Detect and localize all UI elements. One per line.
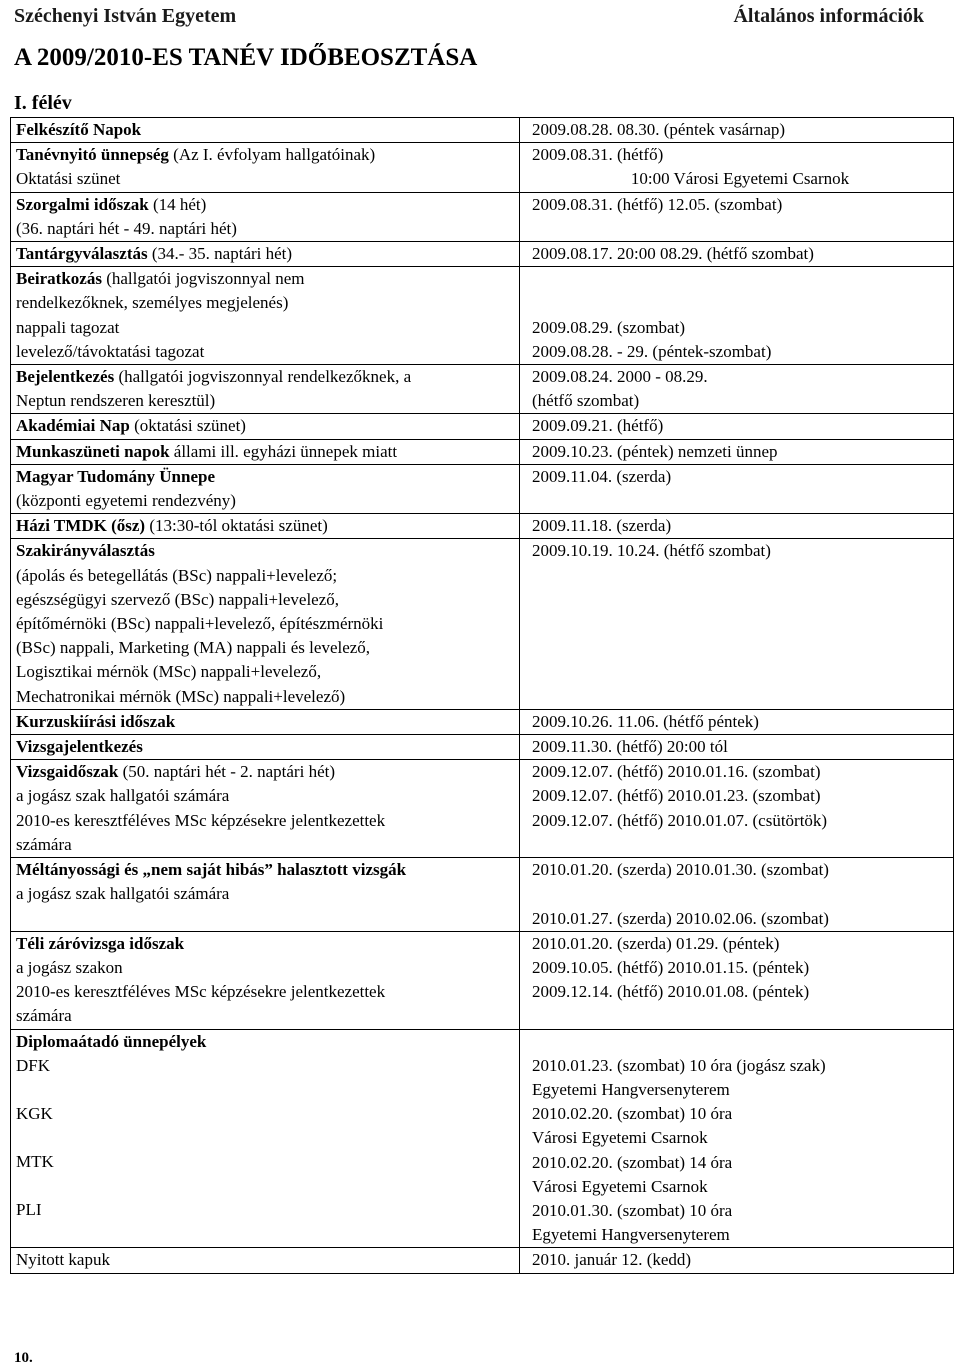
schedule-row (11, 143, 954, 192)
event-cell (11, 514, 520, 539)
event-cell (11, 760, 520, 858)
event-detail: (ápolás és betegellátás (BSc) nappali+levelező; (16, 565, 338, 585)
event-detail: Logisztikai mérnök (MSc) nappali+levelező, (16, 662, 322, 682)
schedule-row (11, 118, 954, 143)
date-line: Egyetemi Hangversenyterem (532, 1079, 730, 1099)
date-cell (520, 709, 954, 734)
event-cell (11, 118, 520, 143)
schedule-row (11, 539, 954, 709)
date-line: 2010.01.27. (szerda) 2010.02.06. (szombat) (532, 908, 829, 928)
event-name: Tanévnyitó ünnepség (16, 145, 169, 165)
event-name: Bejelentkezés (16, 367, 115, 387)
event-detail: levelező/távoktatási tagozat (16, 341, 205, 361)
date-line: 2009.09.21. (hétfő) (532, 416, 664, 436)
date-line: 2009.08.28. - 29. (péntek-szombat) (532, 341, 772, 361)
event-detail: Oktatási szünet (16, 169, 121, 189)
event-name: Vizsgajelentkezés (16, 737, 143, 757)
date-cell (520, 267, 954, 365)
date-line: 2009.11.04. (szerda) (532, 466, 672, 486)
event-detail: (hallgatói jogviszonnyal nem (101, 269, 305, 289)
event-detail: állami ill. egyházi ünnepek miatt (169, 441, 398, 461)
schedule-row (11, 192, 954, 241)
event-detail: 2010-es keresztféléves MSc képzésekre jelentkezettek (16, 810, 386, 830)
schedule-row (11, 858, 954, 932)
date-line: 2009.11.18. (szerda) (532, 516, 672, 536)
date-line: 2009.08.28. 08.30. (péntek vasárnap) (532, 120, 786, 139)
date-line: 2009.12.07. (hétfő) 2010.01.23. (szombat) (532, 786, 821, 806)
date-cell (520, 1029, 954, 1248)
event-detail: Mechatronikai mérnök (MSc) nappali+levelező) (16, 686, 346, 706)
event-detail: KGK (16, 1103, 53, 1123)
date-line: 2010.01.30. (szombat) 10 óra (532, 1200, 733, 1220)
event-cell (11, 1248, 520, 1273)
schedule-row (11, 439, 954, 464)
date-cell (520, 858, 954, 932)
event-detail: DFK (16, 1055, 51, 1075)
date-cell (520, 365, 954, 414)
date-line: 2009.08.29. (szombat) (532, 317, 685, 337)
event-name: Vizsgaidőszak (16, 762, 119, 782)
event-name: Szorgalmi időszak (16, 194, 149, 214)
date-line: 2009.12.14. (hétfő) 2010.01.08. (péntek) (532, 982, 810, 1002)
event-detail: számára (16, 1006, 72, 1026)
date-line: Városi Egyetemi Csarnok (532, 1176, 708, 1196)
event-cell (11, 365, 520, 414)
event-cell (11, 858, 520, 932)
date-line: 2010.01.20. (szerda) 01.29. (péntek) (532, 933, 780, 953)
event-name: Magyar Tudomány Ünnepe (16, 466, 216, 486)
event-name: Munkaszüneti napok (16, 441, 170, 461)
event-cell (11, 464, 520, 513)
event-detail: MTK (16, 1152, 54, 1172)
semester-heading: I. félév (14, 92, 72, 114)
date-cell (520, 735, 954, 760)
event-detail: (13:30-tól oktatási szünet) (145, 516, 328, 536)
date-line: 2009.11.30. (hétfő) 20:00 tól (532, 737, 728, 757)
event-cell (11, 267, 520, 365)
schedule-row (11, 414, 954, 439)
date-cell (520, 192, 954, 241)
date-cell (520, 1248, 954, 1273)
event-detail: (14 hét) (148, 194, 207, 214)
event-detail: (központi egyetemi rendezvény) (16, 491, 236, 511)
event-name: Házi TMDK (ősz) (16, 516, 146, 536)
date-cell (520, 118, 954, 143)
date-line: 2009.08.31. (hétfő) (532, 145, 664, 165)
date-line (532, 291, 948, 315)
university-header: Széchenyi István Egyetem (14, 5, 237, 27)
date-line: 2009.08.24. 2000 - 08.29. (532, 367, 708, 387)
event-detail: a jogász szak hallgatói számára (16, 786, 230, 806)
event-detail: építőmérnöki (BSc) nappali+levelező, építészmérnöki (16, 614, 384, 634)
document-title: A 2009/2010-ES TANÉV IDŐBEOSZTÁSA (14, 44, 478, 71)
date-line: 2010.01.23. (szombat) 10 óra (jogász szak) (532, 1055, 826, 1075)
schedule-table (10, 117, 954, 1274)
event-cell (11, 192, 520, 241)
date-cell (520, 242, 954, 267)
schedule-row (11, 735, 954, 760)
date-line: 2009.10.23. (péntek) nemzeti ünnep (532, 441, 778, 461)
date-line: 2010.02.20. (szombat) 14 óra (532, 1152, 733, 1172)
schedule-row (11, 365, 954, 414)
event-detail: Neptun rendszeren keresztül) (16, 391, 216, 411)
event-cell (11, 735, 520, 760)
date-line (532, 1030, 948, 1054)
date-cell (520, 514, 954, 539)
date-cell (520, 439, 954, 464)
event-name: Szakirányválasztás (16, 541, 155, 561)
schedule-row (11, 1029, 954, 1248)
date-cell (520, 143, 954, 192)
event-name: Tantárgyválasztás (16, 244, 148, 264)
event-detail: Nyitott kapuk (16, 1250, 110, 1270)
date-line: 2009.08.31. (hétfő) 12.05. (szombat) (532, 194, 783, 214)
date-line: 10:00 Városi Egyetemi Csarnok (630, 169, 850, 189)
date-cell (520, 414, 954, 439)
event-name: Méltányossági és „nem saját hibás” halasztott vizsgák (16, 860, 407, 880)
date-line (532, 882, 948, 906)
event-detail: (oktatási szünet) (129, 416, 246, 436)
event-cell (11, 539, 520, 709)
date-line: 2010.02.20. (szombat) 10 óra (532, 1104, 733, 1124)
event-detail: a jogász szakon (16, 957, 123, 977)
event-detail: egészségügyi szervező (BSc) nappali+levelező, (16, 589, 340, 609)
date-line: Városi Egyetemi Csarnok (532, 1128, 708, 1148)
event-detail: (34.- 35. naptári hét) (147, 244, 293, 264)
date-cell (520, 931, 954, 1029)
event-cell (11, 439, 520, 464)
event-name: Beiratkozás (16, 269, 102, 289)
event-name: Diplomaátadó ünnepélyek (16, 1031, 207, 1051)
spacer (16, 1126, 514, 1150)
date-line: 2010.01.20. (szerda) 2010.01.30. (szombat) (532, 860, 829, 880)
event-detail: (hallgatói jogviszonnyal rendelkezőknek, a (114, 367, 412, 387)
event-detail: a jogász szak hallgatói számára (16, 884, 230, 904)
date-line: 2009.10.05. (hétfő) 2010.01.15. (péntek) (532, 957, 810, 977)
date-line: 2009.12.07. (hétfő) 2010.01.07. (csütörtök) (532, 810, 828, 830)
event-detail: (BSc) nappali, Marketing (MA) nappali és levelező, (16, 638, 371, 658)
date-line: 2010. január 12. (kedd) (532, 1250, 692, 1270)
event-detail: 2010-es keresztféléves MSc képzésekre jelentkezettek (16, 982, 386, 1002)
event-detail: (36. naptári hét - 49. naptári hét) (16, 218, 237, 238)
date-cell (520, 464, 954, 513)
date-line: 2009.10.26. 11.06. (hétfő péntek) (532, 711, 759, 731)
event-cell (11, 709, 520, 734)
event-cell (11, 931, 520, 1029)
event-detail: (50. naptári hét - 2. naptári hét) (118, 762, 335, 782)
date-cell (520, 539, 954, 709)
date-cell (520, 760, 954, 858)
section-header: Általános információk (733, 5, 924, 27)
date-line (532, 267, 948, 291)
schedule-row (11, 931, 954, 1029)
schedule-row (11, 709, 954, 734)
date-line: (hétfő szombat) (532, 391, 640, 411)
spacer (16, 1078, 514, 1102)
schedule-row (11, 242, 954, 267)
event-detail: rendelkezőknek, személyes megjelenés) (16, 293, 289, 313)
page-number: 10. (14, 1350, 33, 1366)
schedule-row (11, 514, 954, 539)
date-line: Egyetemi Hangversenyterem (532, 1225, 730, 1245)
event-cell (11, 242, 520, 267)
schedule-row (11, 1248, 954, 1273)
event-detail: számára (16, 834, 72, 854)
date-line: 2009.12.07. (hétfő) 2010.01.16. (szombat) (532, 762, 821, 782)
event-name: Kurzuskiírási időszak (16, 711, 176, 731)
spacer (16, 1174, 514, 1198)
spacer (16, 907, 514, 931)
event-cell (11, 414, 520, 439)
schedule-row (11, 267, 954, 365)
event-detail: nappali tagozat (16, 317, 120, 337)
event-name: Felkészítő Napok (16, 120, 142, 139)
date-line: 2009.08.17. 20:00 08.29. (hétfő szombat) (532, 244, 814, 264)
event-detail: PLI (16, 1200, 42, 1220)
event-cell (11, 1029, 520, 1248)
event-cell (11, 143, 520, 192)
schedule-row (11, 464, 954, 513)
schedule-row (11, 760, 954, 858)
date-line: 2009.10.19. 10.24. (hétfő szombat) (532, 541, 771, 561)
event-name: Akadémiai Nap (16, 416, 130, 436)
event-detail: (Az I. évfolyam hallgatóinak) (168, 145, 376, 165)
event-name: Téli záróvizsga időszak (16, 933, 185, 953)
